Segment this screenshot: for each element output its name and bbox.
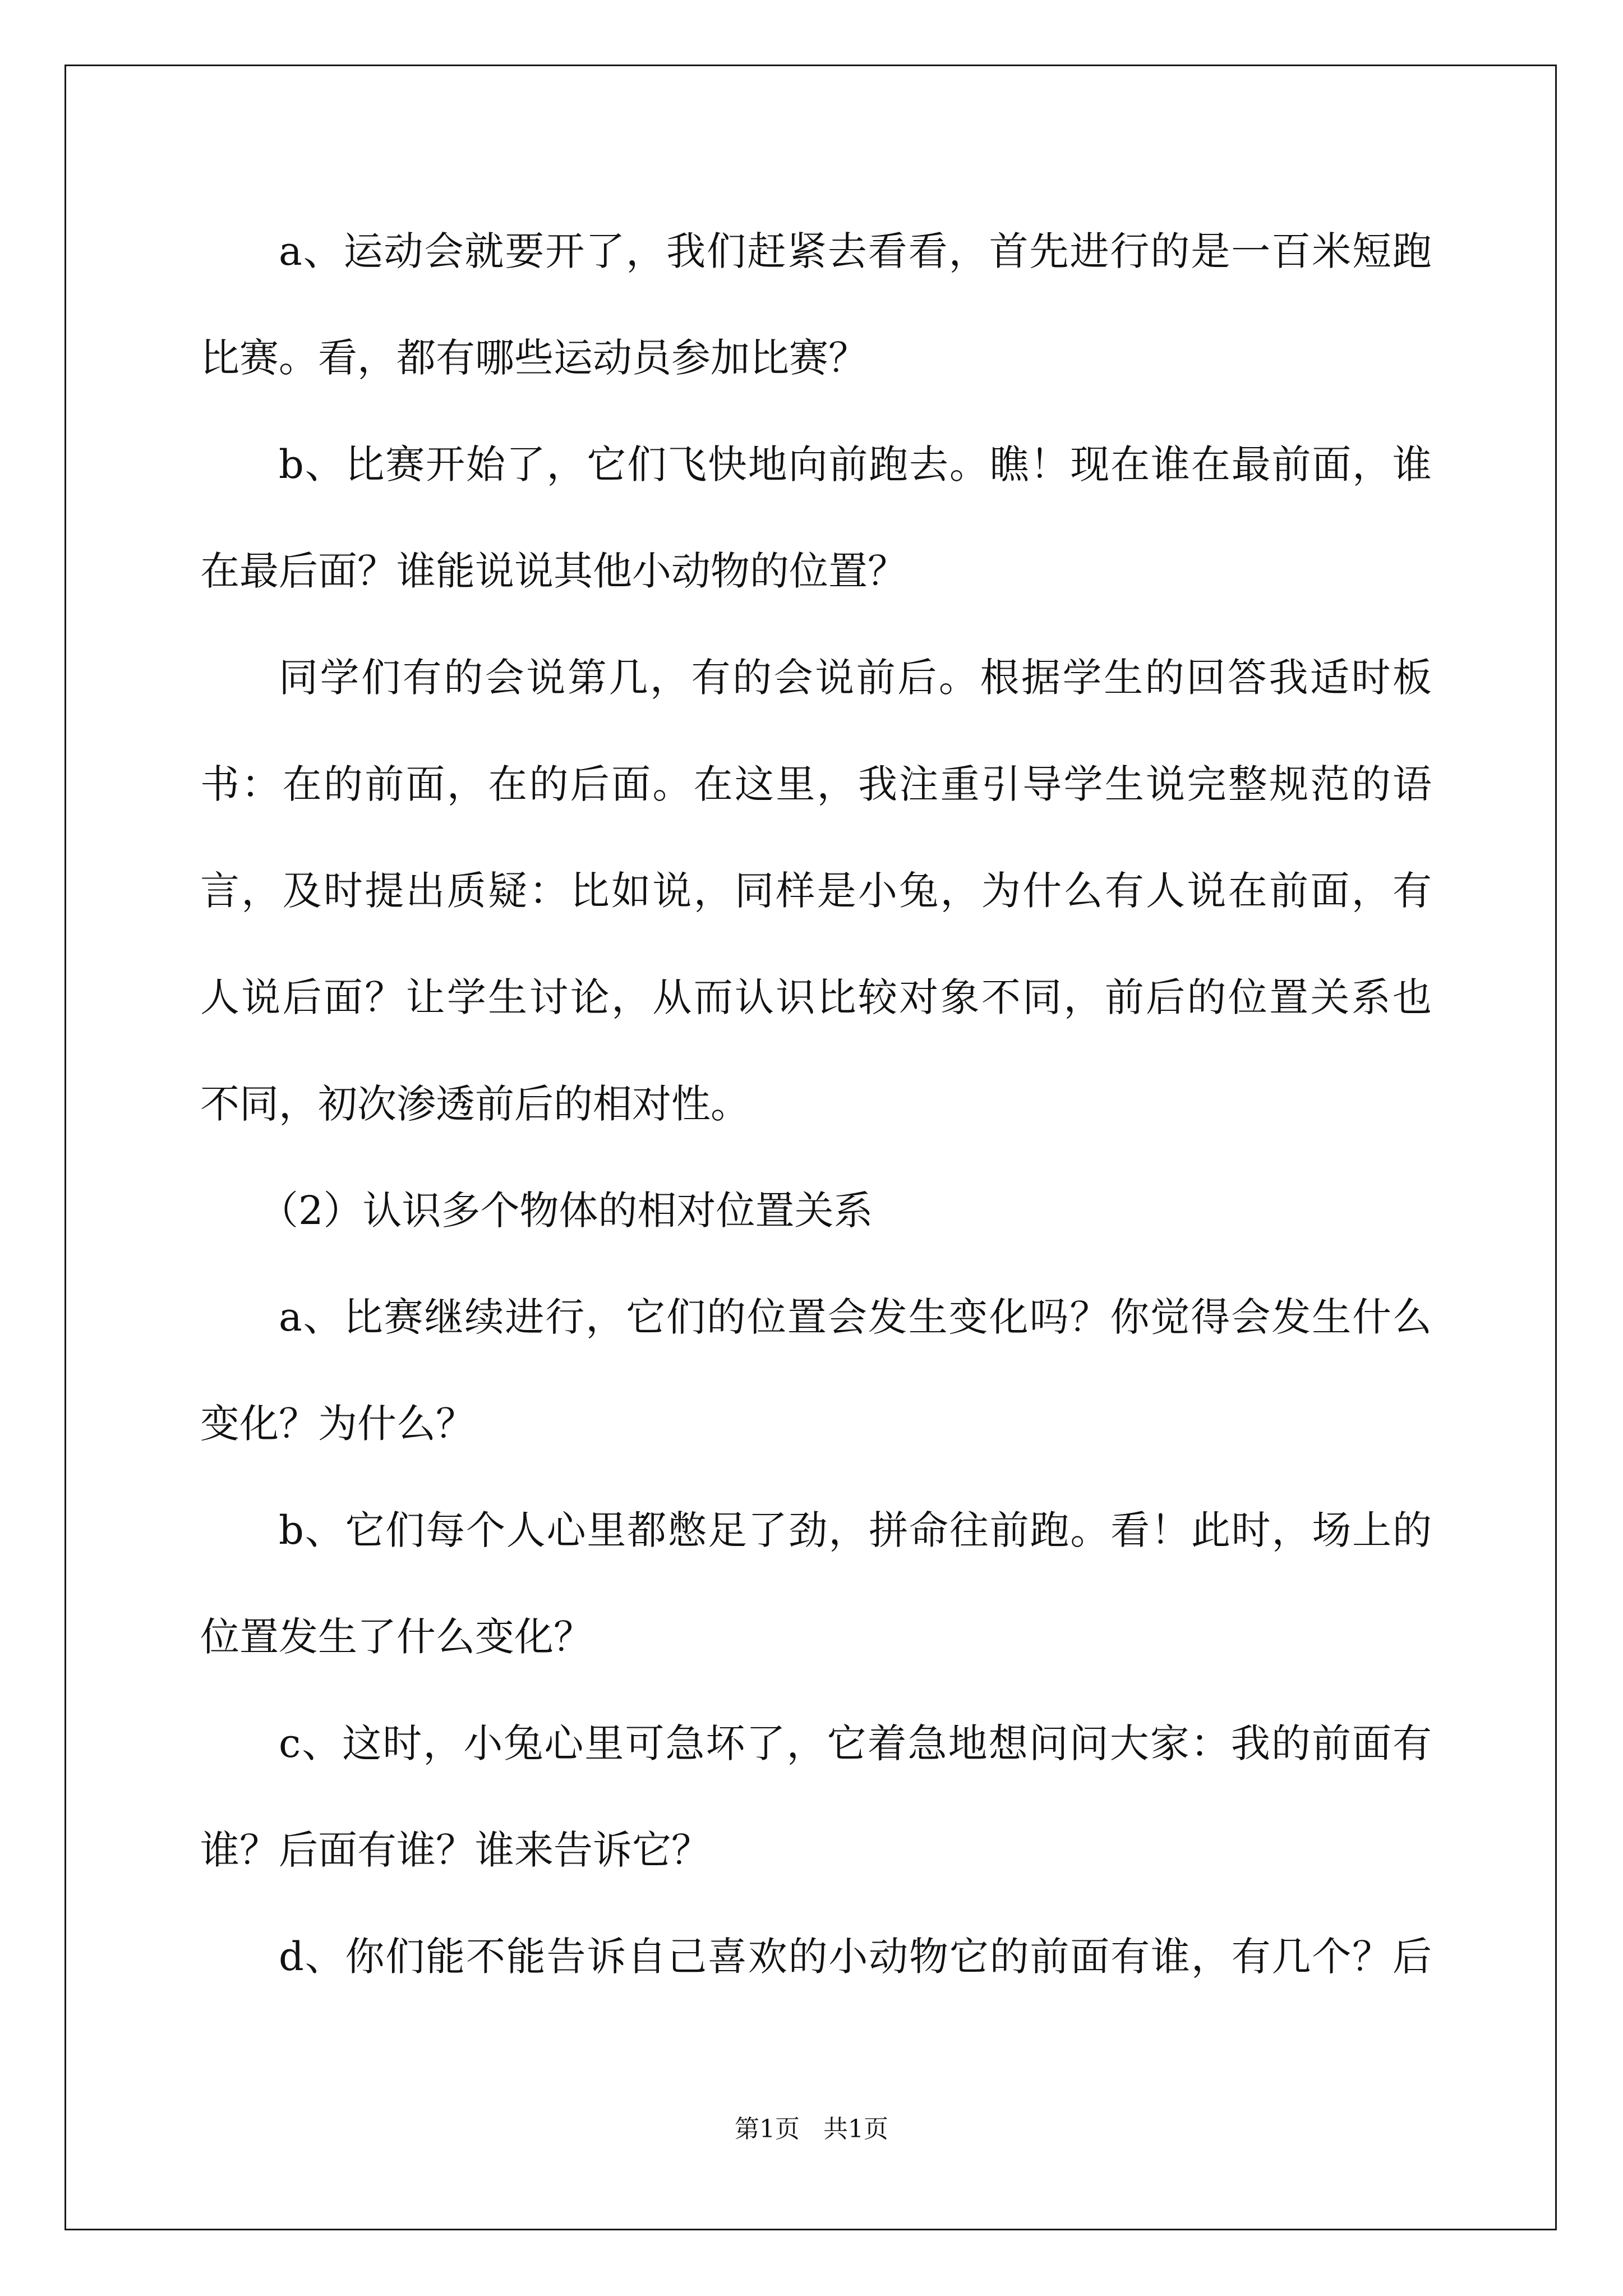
paragraph-line: 谁？后面有谁？谁来告诉它？	[200, 1827, 711, 1873]
section-heading: （2）认识多个物体的相对位置关系	[259, 1188, 873, 1234]
paragraph-line: 同学们有的会说第几，有的会说前后。根据学生的回答我适时板	[279, 655, 1432, 701]
paragraph-line: d、你们能不能告诉自己喜欢的小动物它的前面有谁，有几个？后	[279, 1934, 1432, 1980]
paragraph-line: 言，及时提出质疑：比如说，同样是小兔，为什么有人说在前面，有	[200, 868, 1432, 914]
page-number: 第1页	[735, 2115, 800, 2143]
paragraph-line: 在最后面？谁能说说其他小动物的位置？	[200, 548, 907, 594]
paragraph-line: 变化？为什么？	[200, 1401, 475, 1447]
page-border	[64, 65, 1557, 2230]
page-footer	[0, 2113, 1623, 2146]
paragraph-line: 不同，初次渗透前后的相对性。	[200, 1081, 750, 1127]
paragraph-line: 比赛。看，都有哪些运动员参加比赛？	[200, 335, 868, 381]
paragraph-line: 书：在的前面，在的后面。在这里，我注重引导学生说完整规范的语	[200, 761, 1432, 807]
paragraph-line: a、运动会就要开了，我们赶紧去看看，首先进行的是一百米短跑	[279, 228, 1432, 274]
paragraph-line: 位置发生了什么变化？	[200, 1614, 593, 1660]
paragraph-line: b、它们每个人心里都憋足了劲，拼命往前跑。看！此时，场上的	[279, 1507, 1432, 1553]
paragraph-line: 人说后面？让学生讨论，从而认识比较对象不同，前后的位置关系也	[200, 974, 1432, 1020]
paragraph-line: a、比赛继续进行，它们的位置会发生变化吗？你觉得会发生什么	[279, 1294, 1432, 1340]
paragraph-line: c、这时，小兔心里可急坏了，它着急地想问问大家：我的前面有	[279, 1720, 1432, 1766]
paragraph-line: b、比赛开始了，它们飞快地向前跑去。瞧！现在谁在最前面，谁	[279, 441, 1432, 487]
total-pages: 共1页	[823, 2115, 888, 2143]
